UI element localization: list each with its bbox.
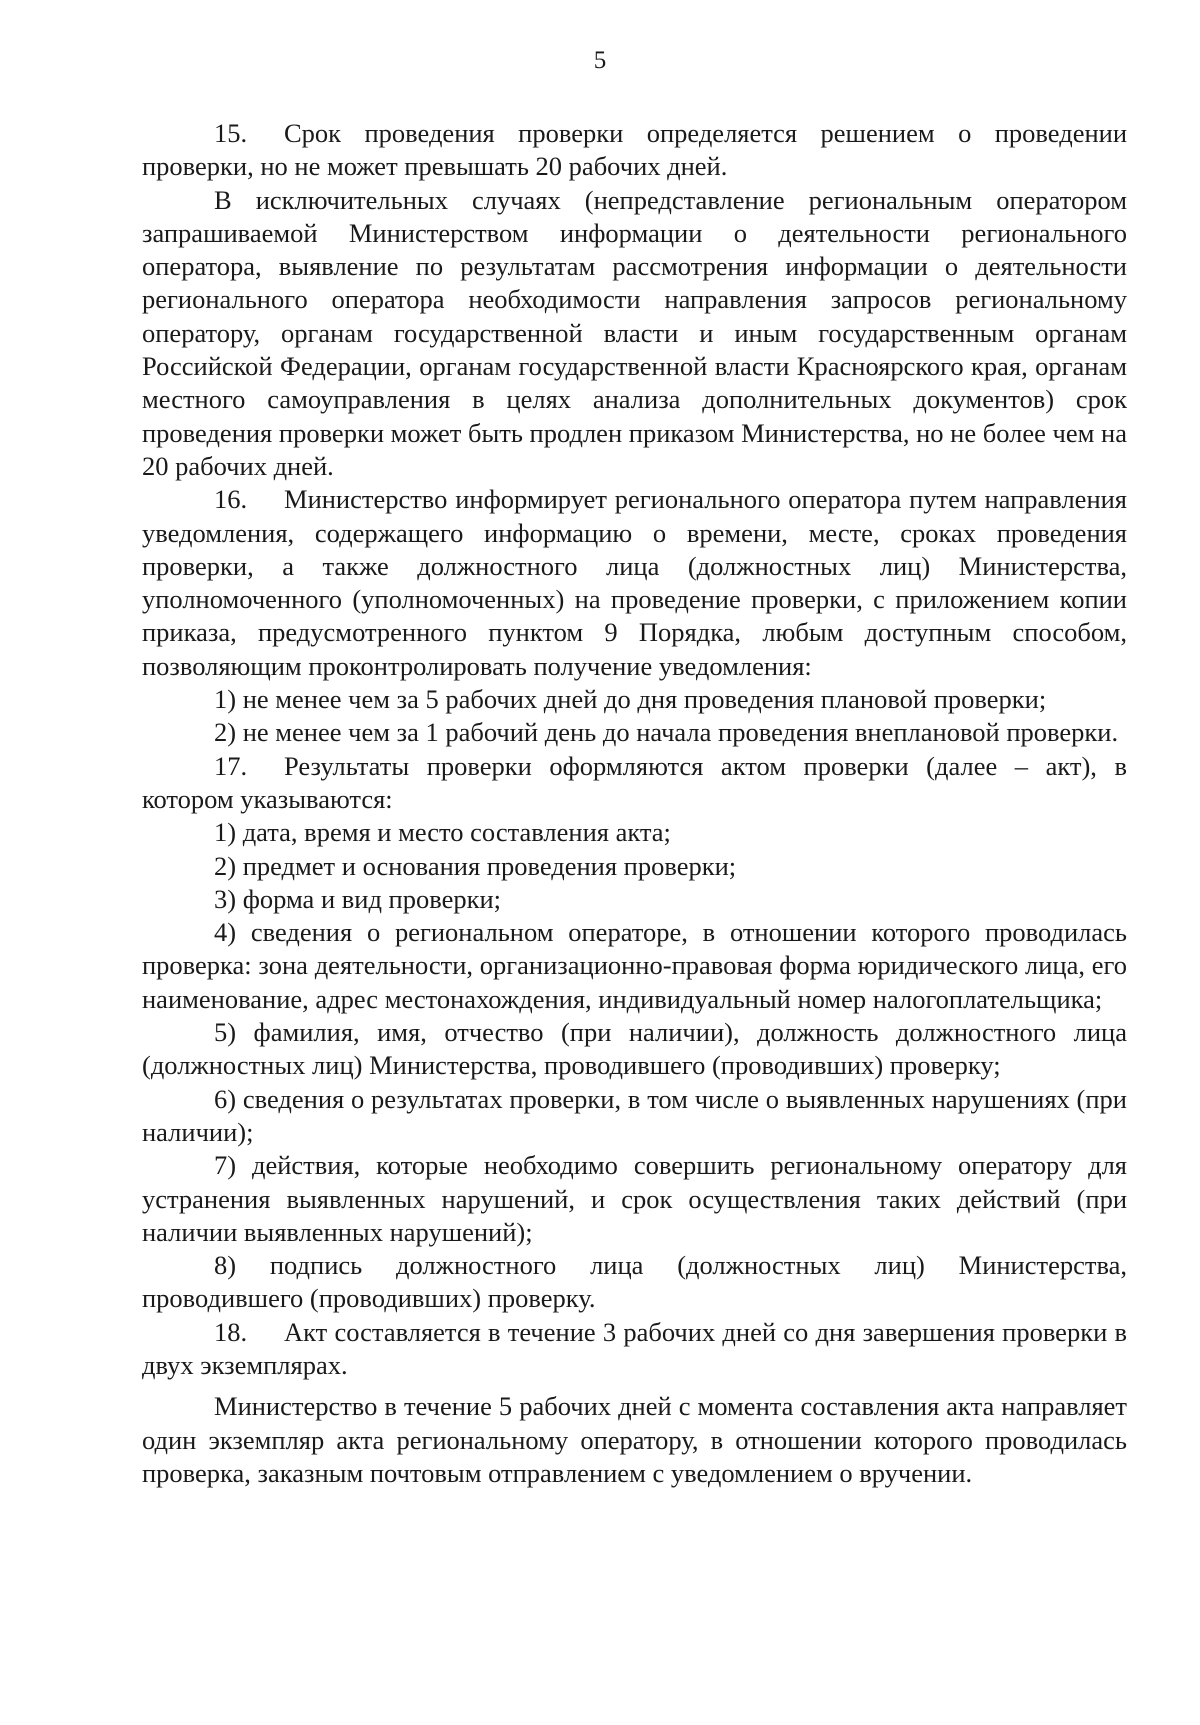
list-item: [142, 1149, 1127, 1249]
paragraph-text: Результаты проверки оформляются актом проверки (далее – акт), в котором указываются:: [142, 750, 1127, 814]
paragraph-number: 15.: [214, 118, 248, 148]
list-item: [142, 850, 1127, 883]
paragraph-number: 16.: [214, 484, 248, 515]
paragraph-18-continuation: [142, 1390, 1127, 1490]
paragraph-17: [142, 750, 1127, 817]
paragraph-16: [142, 483, 1127, 683]
paragraph-15-extension: [142, 184, 1127, 484]
list-item-text: 5) фамилия, имя, отчество (при наличии), должность должностного лица (должностных лиц) Министерства, проводившего (проводивших) проверку;: [142, 1017, 1127, 1081]
list-item-text: 4) сведения о региональном операторе, в отношении которого проводилась проверка: зона деятельности, организационно-правовая форма юридического лица, его наименование, адрес местонахождения, индивидуальный номер налогоплательщика;: [142, 917, 1127, 1014]
list-item: [142, 916, 1127, 1016]
list-item-text: 7) действия, которые необходимо совершить региональному оператору для устранения выявленных нарушений, и срок осуществления таких действий (при наличии выявленных нарушений);: [142, 1150, 1127, 1247]
list-item-text: 6) сведения о результатах проверки, в том числе о выявленных нарушениях (при наличии);: [142, 1083, 1127, 1147]
list-item-text: 1) дата, время и место составления акта;: [214, 817, 671, 848]
paragraph-text: Акт составляется в течение 3 рабочих дней со дня завершения проверки в двух экземплярах.: [142, 1316, 1127, 1380]
list-item: [142, 1016, 1127, 1083]
paragraph-text: Срок проведения проверки определяется решением о проведении проверки, но не может превышать 20 рабочих дней.: [142, 118, 1127, 182]
document-body: [142, 117, 1127, 1490]
list-item: [142, 883, 1127, 916]
list-item-text: 2) предмет и основания проведения проверки;: [214, 850, 737, 881]
paragraph-text: Министерство в течение 5 рабочих дней с момента составления акта направляет один экземпляр акта региональному оператору, в отношении которого проводилась проверка, заказным почтовым отправлением с уведомлением о вручении.: [142, 1391, 1127, 1488]
list-item-text: 3) форма и вид проверки;: [214, 883, 502, 914]
paragraph-18: [142, 1316, 1127, 1383]
list-item: [142, 1083, 1127, 1150]
paragraph-number: 18.: [214, 1316, 248, 1347]
page-number: 5: [593, 47, 607, 74]
list-item: [142, 1249, 1127, 1316]
paragraph-text: В исключительных случаях (непредставление региональным оператором запрашиваемой Министерством информации о деятельности регионального оператора, выявление по результатам рассмотрения информации о деятельности регионального оператора необходимости направления запросов региональному оператору, органам государственной власти и иным государственным органам Российской Федерации, органам государственной власти Красноярского края, органам местного самоуправления в целях анализа дополнительных документов) срок проведения проверки может быть продлен приказом Министерства, но не более чем на 20 рабочих дней.: [142, 184, 1127, 481]
list-item-text: 2) не менее чем за 1 рабочий день до начала проведения внеплановой проверки.: [214, 717, 1119, 748]
paragraph-text: Министерство информирует регионального оператора путем направления уведомления, содержащего информацию о времени, месте, сроках проведения проверки, а также должностного лица (должностных лиц) Министерства, уполномоченного (уполномоченных) на проведение проверки, с приложением копии приказа, предусмотренного пунктом 9 Порядка, любым доступным способом, позволяющим проконтролировать получение уведомления:: [142, 484, 1127, 681]
list-item: [142, 816, 1127, 849]
list-item-text: 8) подпись должностного лица (должностных лиц) Министерства, проводившего (проводивших) проверку.: [142, 1250, 1127, 1314]
paragraph-number: 17.: [214, 750, 248, 781]
list-item: [142, 683, 1127, 716]
paragraph-15: [142, 117, 1127, 184]
list-item-text: 1) не менее чем за 5 рабочих дней до дня проведения плановой проверки;: [214, 684, 1047, 715]
list-item: [142, 716, 1127, 749]
